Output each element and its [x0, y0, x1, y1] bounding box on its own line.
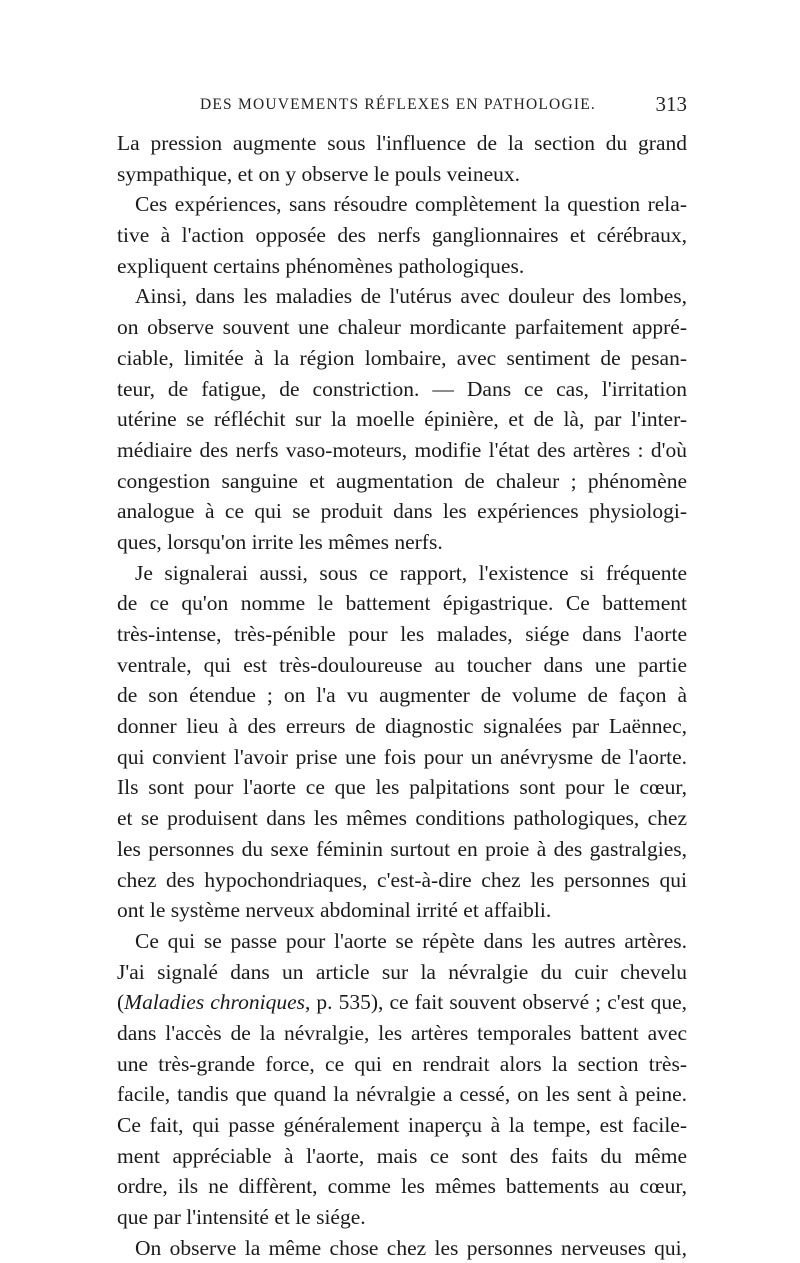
- text-line: J'ai signalé dans un article sur la névralgie du cuir chevelu: [117, 959, 687, 984]
- text-line: Ce fait, qui passe généralement inaperçu à la tempe, est facile-: [117, 1113, 687, 1137]
- text-line: ciable, limitée à la région lombaire, avec sentiment de pesan-: [117, 345, 687, 370]
- text-line: très-intense, très-pénible pour les malades, siége dans l'aorte: [117, 622, 687, 646]
- text-line: une très-grande force, ce qui en rendrait alors la section très-: [117, 1051, 687, 1076]
- text-line: analogue à ce qui se produit dans les expériences physiologi-: [117, 499, 687, 524]
- text-line: qui convient l'avoir prise une fois pour un anévrysme de l'aorte.: [117, 744, 687, 769]
- text-line: tive à l'action opposée des nerfs ganglionnaires et cérébraux,: [117, 223, 687, 248]
- text-line: La pression augmente sous l'influence de la section du grand: [117, 131, 687, 155]
- text-line: Ils sont pour l'aorte ce que les palpitations sont pour le cœur,: [117, 775, 687, 800]
- text-line: expliquent certains phénomènes pathologiques.: [117, 253, 525, 278]
- text-line: On observe la même chose chez les personnes nerveuses qui,: [135, 1235, 687, 1260]
- running-title: DES MOUVEMENTS RÉFLEXES EN PATHOLOGIE.: [200, 96, 596, 113]
- italic-title: Maladies chroniques: [124, 990, 305, 1015]
- text-line: que par l'intensité et le siége.: [117, 1205, 366, 1230]
- page-number: 313: [655, 92, 687, 116]
- text-line: Je signalerai aussi, sous ce rapport, l'existence si fréquente: [135, 560, 687, 585]
- text-line: de son étendue ; on l'a vu augmenter de volume de façon à: [117, 683, 687, 708]
- text-line: teur, de fatigue, de constriction. — Dans ce cas, l'irritation: [117, 376, 687, 401]
- text-line: Ce qui se passe pour l'aorte se répète dans les autres artères.: [135, 928, 687, 953]
- text-line: ont le système nerveux abdominal irrité et affaibli.: [117, 898, 552, 923]
- text-line: les personnes du sexe féminin surtout en proie à des gastralgies,: [117, 836, 687, 861]
- text-line: dans l'accès de la névralgie, les artères temporales battent avec: [117, 1020, 687, 1045]
- text-line: Ces expériences, sans résoudre complètement la question rela-: [135, 192, 687, 217]
- text-line: congestion sanguine et augmentation de chaleur ; phénomène: [117, 468, 687, 493]
- text-line: de ce qu'on nomme le battement épigastrique. Ce battement: [117, 591, 687, 616]
- text-line: Ainsi, dans les maladies de l'utérus avec douleur des lombes,: [135, 284, 687, 309]
- text-line: on observe souvent une chaleur mordicante parfaitement appré-: [117, 315, 687, 340]
- text-line: donner lieu à des erreurs de diagnostic signalées par Laënnec,: [117, 714, 687, 739]
- text-line: facile, tandis que quand la névralgie a cessé, on les sent à peine.: [117, 1082, 687, 1107]
- text-line: utérine se réfléchit sur la moelle épinière, et de là, par l'inter-: [117, 407, 687, 432]
- text-line-with-italic: (Maladies chroniques, p. 535), ce fait souvent observé ; c'est que,: [117, 990, 687, 1015]
- text-line: ment appréciable à l'aorte, mais ce sont des faits du même: [117, 1143, 687, 1168]
- text-line: et se produisent dans les mêmes conditions pathologiques, chez: [117, 806, 687, 831]
- text-line: ventrale, qui est très-douloureuse au toucher dans une partie: [117, 652, 687, 677]
- body-text: [117, 128, 687, 1263]
- text-line: sympathique, et on y observe le pouls veineux.: [117, 161, 521, 186]
- text-line: ordre, ils ne diffèrent, comme les mêmes battements au cœur,: [117, 1174, 687, 1199]
- text-line: chez des hypochondriaques, c'est-à-dire chez les personnes qui: [117, 867, 687, 892]
- text-line: médiaire des nerfs vaso-moteurs, modifie l'état des artères : d'où: [117, 437, 687, 462]
- text-line: ques, lorsqu'on irrite les mêmes nerfs.: [117, 529, 443, 554]
